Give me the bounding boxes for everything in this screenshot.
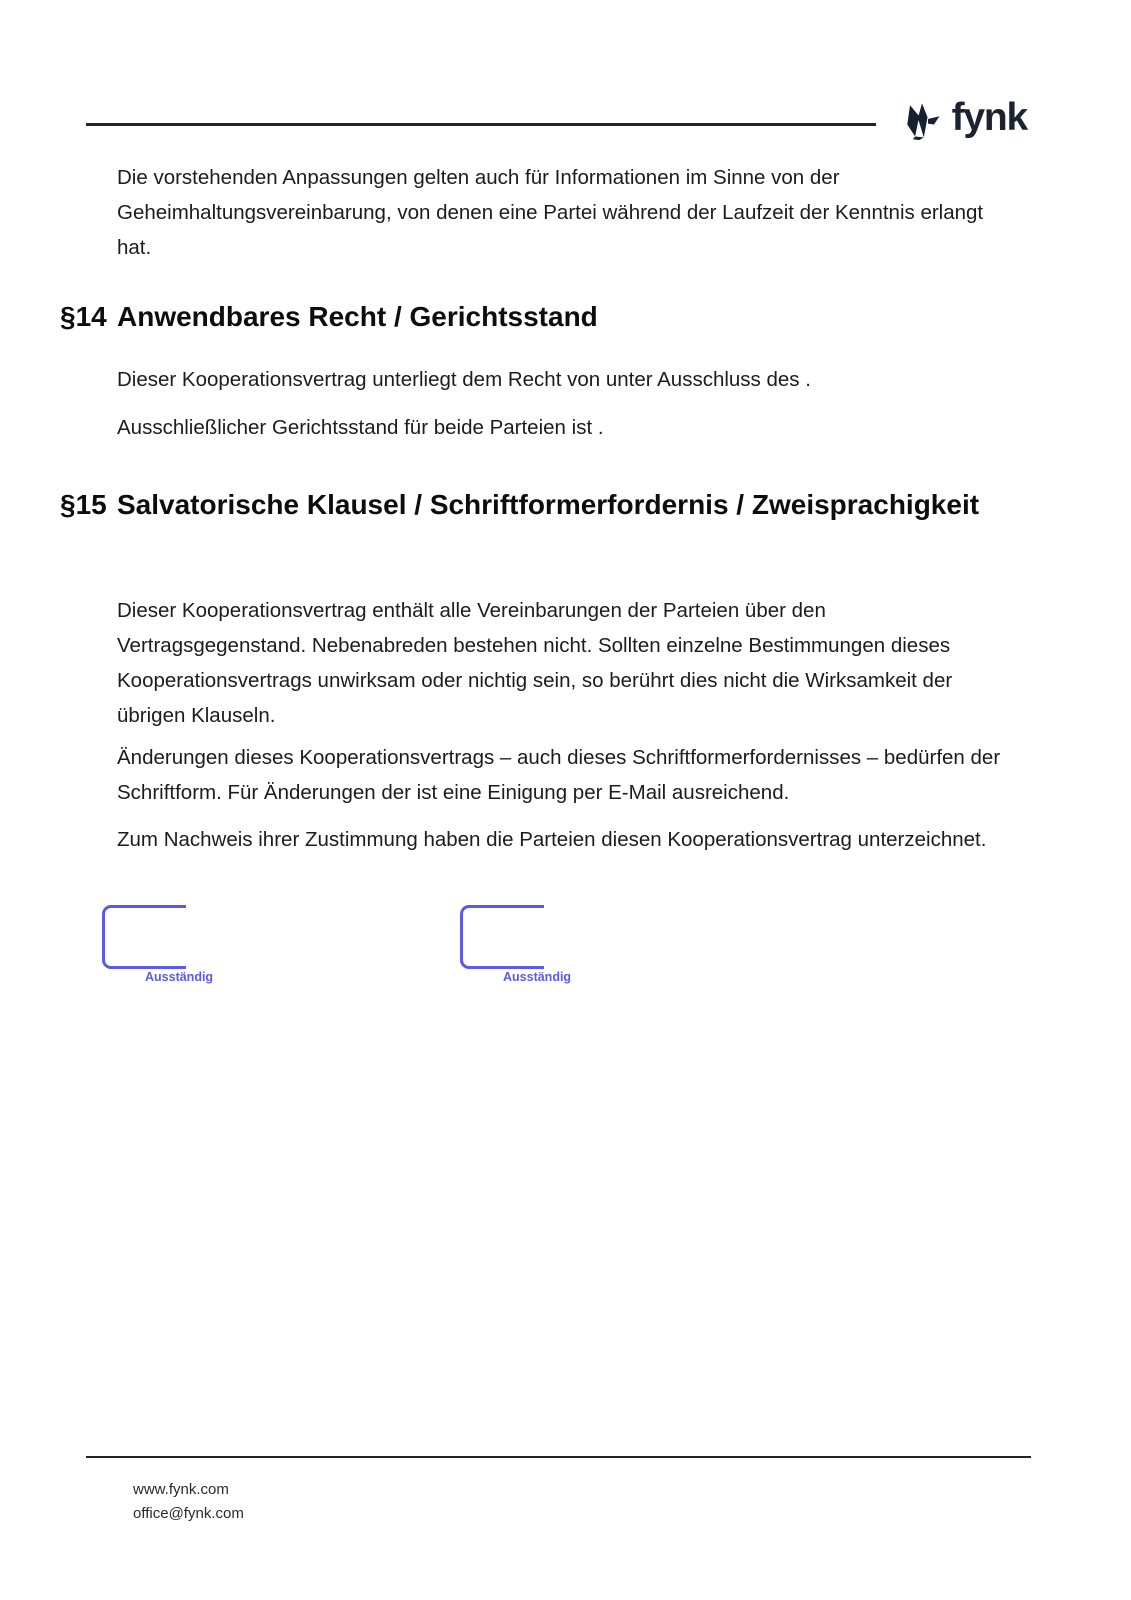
footer-divider: [86, 1456, 1031, 1458]
header-divider: [86, 123, 876, 126]
section-14-paragraph-2: Ausschließlicher Gerichtsstand für beide Parteien ist .: [117, 416, 604, 439]
intro-paragraph: Die vorstehenden Anpassungen gelten auch für Informationen im Sinne von der Geheimhaltungsvereinbarung, von denen eine Partei während der Laufzeit der Kenntnis erlangt hat.: [117, 166, 984, 259]
section-15-paragraph-1: Dieser Kooperationsvertrag enthält alle Vereinbarungen der Parteien über den Vertragsgegenstand. Nebenabreden bestehen nicht. Sollten einzelne Bestimmungen dieses Kooperationsvertrags unwirksam oder nichtig sein, so berührt dies nicht die Wirksamkeit der übrigen Klauseln.: [117, 599, 953, 727]
section-heading-15: [60, 484, 1020, 526]
page-header: [0, 0, 1131, 150]
section-title-14: Anwendbares Recht / Gerichtsstand: [117, 301, 598, 332]
section-title-15: Salvatorische Klausel / Schriftformerfordernis / Zweisprachigkeit: [117, 489, 980, 520]
section-15-paragraph-3: Zum Nachweis ihrer Zustimmung haben die Parteien diesen Kooperationsvertrag unterzeichnet.: [117, 828, 987, 851]
signature-block-party-2[interactable]: [460, 905, 720, 990]
signature-bracket-icon: [460, 905, 544, 969]
section-heading-14: [60, 296, 1020, 338]
signature-status-badge-1: Ausständig: [145, 970, 214, 984]
signature-status-badge-2: Ausständig: [503, 970, 572, 984]
signature-block-party-1[interactable]: [102, 905, 362, 990]
brand-wordmark: fynk: [951, 96, 1027, 139]
section-15-paragraph-2: Änderungen dieses Kooperationsvertrags – auch dieses Schriftformerfordernisses – bedürfen der Schriftform. Für Änderungen der ist eine Einigung per E-Mail ausreichend.: [117, 746, 1001, 804]
section-number-15: §15: [60, 489, 107, 520]
fynk-origami-bird-icon: [899, 96, 945, 142]
section-number-14: §14: [60, 301, 107, 332]
footer-website[interactable]: www.fynk.com: [133, 1481, 229, 1498]
page-footer: [0, 1440, 1131, 1600]
section-14-paragraph-1: Dieser Kooperationsvertrag unterliegt dem Recht von unter Ausschluss des .: [117, 368, 811, 391]
footer-email[interactable]: office@fynk.com: [133, 1505, 244, 1522]
signature-bracket-icon: [102, 905, 186, 969]
footer-contact: [133, 1478, 244, 1526]
brand-logo: [899, 96, 1027, 142]
